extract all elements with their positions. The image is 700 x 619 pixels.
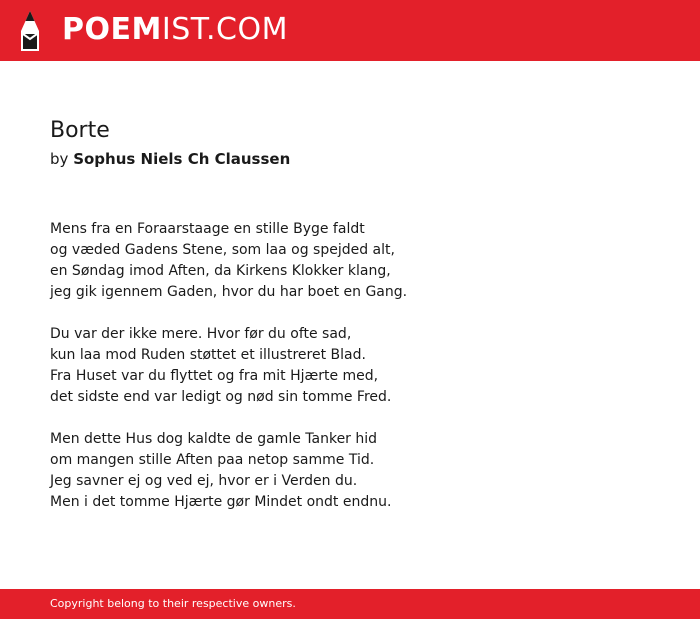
stanza [50, 324, 407, 408]
poem-line: Du var der ikke mere. Hvor før du ofte sad, [50, 326, 352, 342]
site-logo[interactable] [62, 12, 288, 48]
logo-text-thin: IST.COM [161, 12, 288, 47]
poem-title: Borte [50, 118, 110, 143]
poem-byline [50, 148, 290, 170]
poem-line: det sidste end var ledigt og nød sin tomme Fred. [50, 389, 392, 405]
poem-line: og væded Gadens Stene, som laa og spejded alt, [50, 242, 395, 258]
poem-line: Mens fra en Foraarstaage en stille Byge faldt [50, 221, 365, 237]
site-footer [0, 589, 700, 619]
logo-text-bold: POEM [62, 12, 162, 47]
author-name[interactable]: Sophus Niels Ch Claussen [73, 150, 291, 168]
poem-line: Men i det tomme Hjærte gør Mindet ondt endnu. [50, 494, 392, 510]
by-label: by [50, 150, 69, 168]
poem-line: Fra Huset var du flyttet og fra mit Hjærte med, [50, 368, 379, 384]
poem-line: jeg gik igennem Gaden, hvor du har boet en Gang. [50, 284, 408, 300]
copyright-text: Copyright belong to their respective owners. [50, 597, 296, 610]
poem-line: en Søndag imod Aften, da Kirkens Klokker klang, [50, 263, 391, 279]
pencil-tip-icon[interactable] [18, 10, 42, 52]
poem-line: Jeg savner ej og ved ej, hvor er i Verden du. [50, 473, 358, 489]
poem-body [50, 219, 407, 534]
poem-line: kun laa mod Ruden støttet et illustreret Blad. [50, 347, 366, 363]
site-header [0, 0, 700, 61]
stanza [50, 429, 407, 513]
stanza [50, 219, 407, 303]
poem-line: Men dette Hus dog kaldte de gamle Tanker hid [50, 431, 378, 447]
poem-line: om mangen stille Aften paa netop samme Tid. [50, 452, 375, 468]
